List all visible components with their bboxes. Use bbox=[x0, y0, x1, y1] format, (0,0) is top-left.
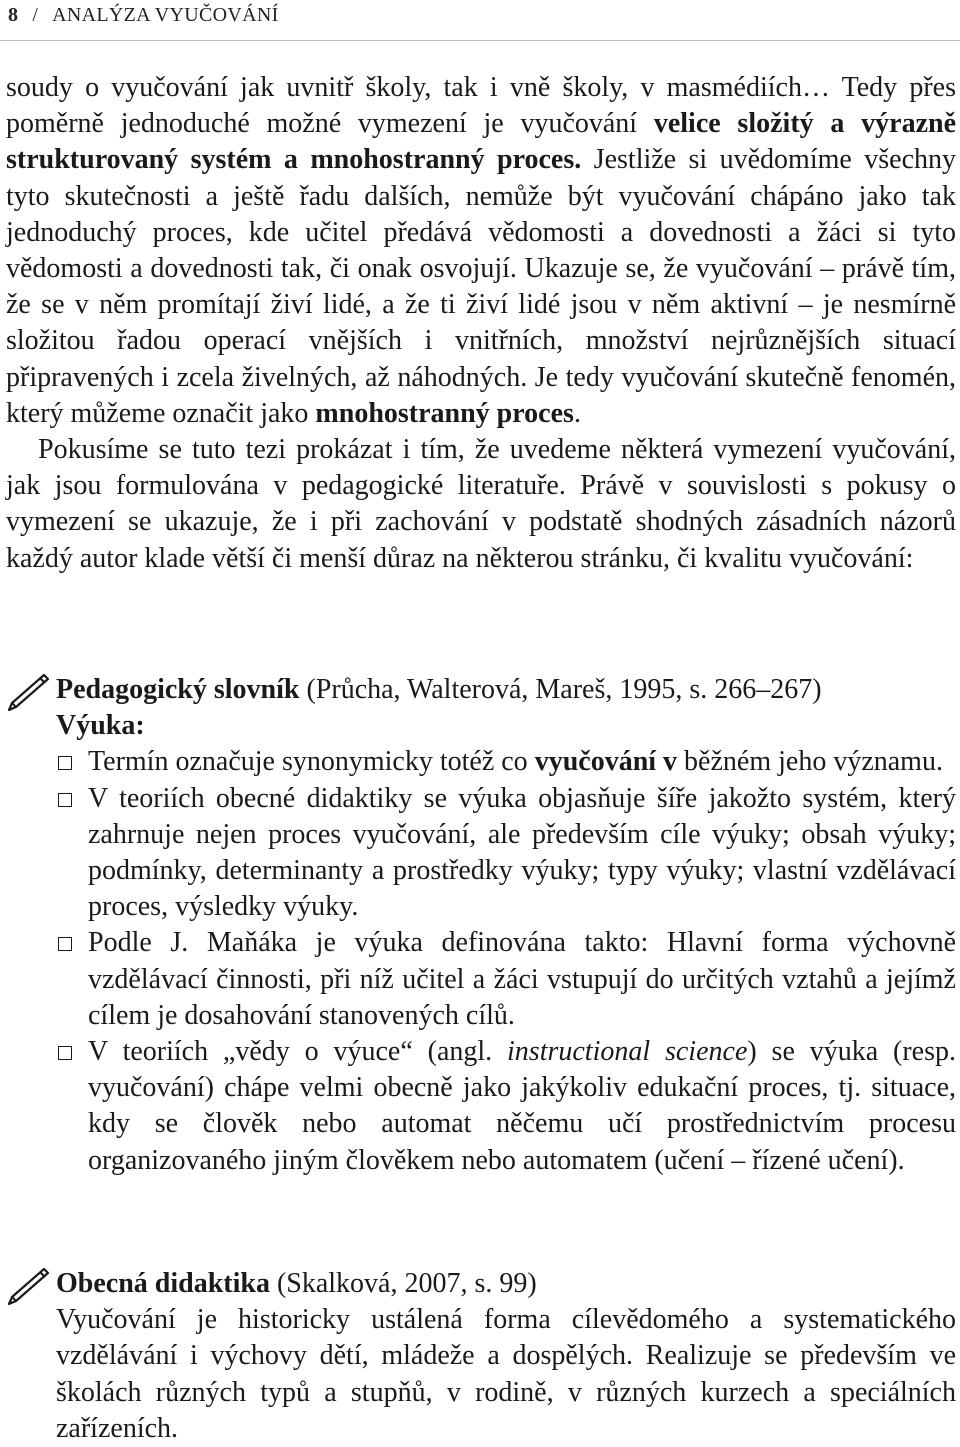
header-divider bbox=[0, 40, 960, 41]
list-item-emphasis: vyučování v bbox=[534, 746, 678, 778]
square-bullet-icon bbox=[58, 937, 72, 951]
header-separator: / bbox=[32, 4, 39, 26]
list-item-text: ) se výuka (resp. vyučování) chápe velmi obecně jako jakýkoliv edukační proces, tj. situace, kdy se člověk nebo automat něčemu učí prostřednictvím procesu organizovaného jiným člověkem nebo automatem (učení – řízené učení). bbox=[88, 1036, 956, 1176]
definition-box-obecna-didaktika bbox=[6, 1266, 956, 1447]
paragraph-1 bbox=[6, 70, 956, 432]
definition-list bbox=[56, 744, 956, 1178]
source-citation: (Skalková, 2007, s. 99) bbox=[269, 1268, 537, 1299]
source-title: Pedagogický slovník bbox=[56, 674, 300, 705]
list-item bbox=[56, 1034, 956, 1179]
paragraph-1-text-c: . bbox=[573, 397, 581, 429]
paragraph-1-text-b: Jestliže si uvědomíme všechny tyto skutečnosti a ještě řadu dalších, nemůže být vyučování chápáno jako tak jednoduchý proces, kde učitel předává vědomosti a dovednosti a žáci si tyto vědomosti a dovednosti tak, či onak osvojují. Ukazuje se, že vyučování – právě tím, že se v něm promítají živí lidé, a že ti živí lidé jsou v něm aktivní – je nesmírně složitou řadou operací vnějších i vnitřních, množství nejrůznějších situací připravených i zcela živelných, až náhodných. Je tedy vyučování skutečně fenomén, který můžeme označit jako bbox=[6, 144, 956, 429]
square-bullet-icon bbox=[58, 756, 72, 770]
source-heading bbox=[56, 1266, 956, 1302]
square-bullet-icon bbox=[58, 1046, 72, 1060]
list-item bbox=[56, 744, 956, 780]
paragraph-2: Pokusíme se tuto tezi prokázat i tím, že uvedeme některá vymezení vyučování, jak jsou formulována v pedagogické literatuře. Právě v souvislosti s pokusy o vymezení se ukazuje, že i při zachování v podstatě shodných zásadních názorů každý autor klade větší či menší důraz na některou stránku, či kvalitu vyučování: bbox=[6, 434, 956, 574]
list-item-text: běžném jeho významu. bbox=[677, 746, 943, 778]
list-item-text: V teoriích „vědy o výuce“ (angl. bbox=[88, 1036, 508, 1068]
list-item-text: Podle J. Maňáka je výuka definována takto: Hlavní forma výchovně vzdělávací činnosti, při níž učitel a žáci vstupují do určitých vztahů a jejímž cílem je dosahování stanovených cílů. bbox=[88, 927, 956, 1031]
square-bullet-icon bbox=[58, 793, 72, 807]
paragraph-1-emphasis-a: velice složitý a výrazně strukturovaný systém a mnohostranný proces. bbox=[6, 108, 956, 176]
pencil-icon bbox=[6, 1266, 50, 1306]
page-number: 8 bbox=[8, 4, 19, 26]
pencil-icon bbox=[6, 672, 50, 712]
list-item-italic: instructional science bbox=[507, 1036, 748, 1068]
term-heading: Výuka: bbox=[56, 710, 145, 742]
source-title: Obecná didaktika bbox=[56, 1268, 270, 1299]
chapter-title: ANALÝZA VYUČOVÁNÍ bbox=[52, 4, 279, 26]
definition-text: Vyučování je historicky ustálená forma cílevědomého a systematického vzdělávání i výchovy dětí, mládeže a dospělých. Realizuje se především ve školách různých typů a stupňů, v rodině, v různých kurzech a speciálních zařízeních. bbox=[56, 1304, 956, 1444]
paragraph-1-emphasis-b: mnohostranný proces bbox=[315, 397, 574, 429]
source-citation: (Průcha, Walterová, Mareš, 1995, s. 266–267) bbox=[299, 674, 822, 705]
definition-box-pedagogicky-slovnik bbox=[6, 672, 956, 1179]
list-item-text: Termín označuje synonymicky totéž co bbox=[88, 746, 535, 778]
paragraph-1-text-a: soudy o vyučování jak uvnitř školy, tak i vně školy, v masmédiích… Tedy přes poměrně jednoduché možné vymezení je vyučování bbox=[6, 72, 956, 140]
list-item bbox=[56, 925, 956, 1034]
main-text bbox=[6, 70, 956, 577]
list-item bbox=[56, 781, 956, 926]
list-item-text: V teoriích obecné didaktiky se výuka objasňuje šíře jakožto systém, který zahrnuje nejen proces vyučování, ale především cíle výuky; obsah výuky; podmínky, determinanty a prostředky výuky; typy výuky; vlastní vzdělávací proces, výsledky výuky. bbox=[88, 782, 956, 923]
source-heading bbox=[56, 672, 956, 708]
running-header bbox=[8, 4, 279, 27]
